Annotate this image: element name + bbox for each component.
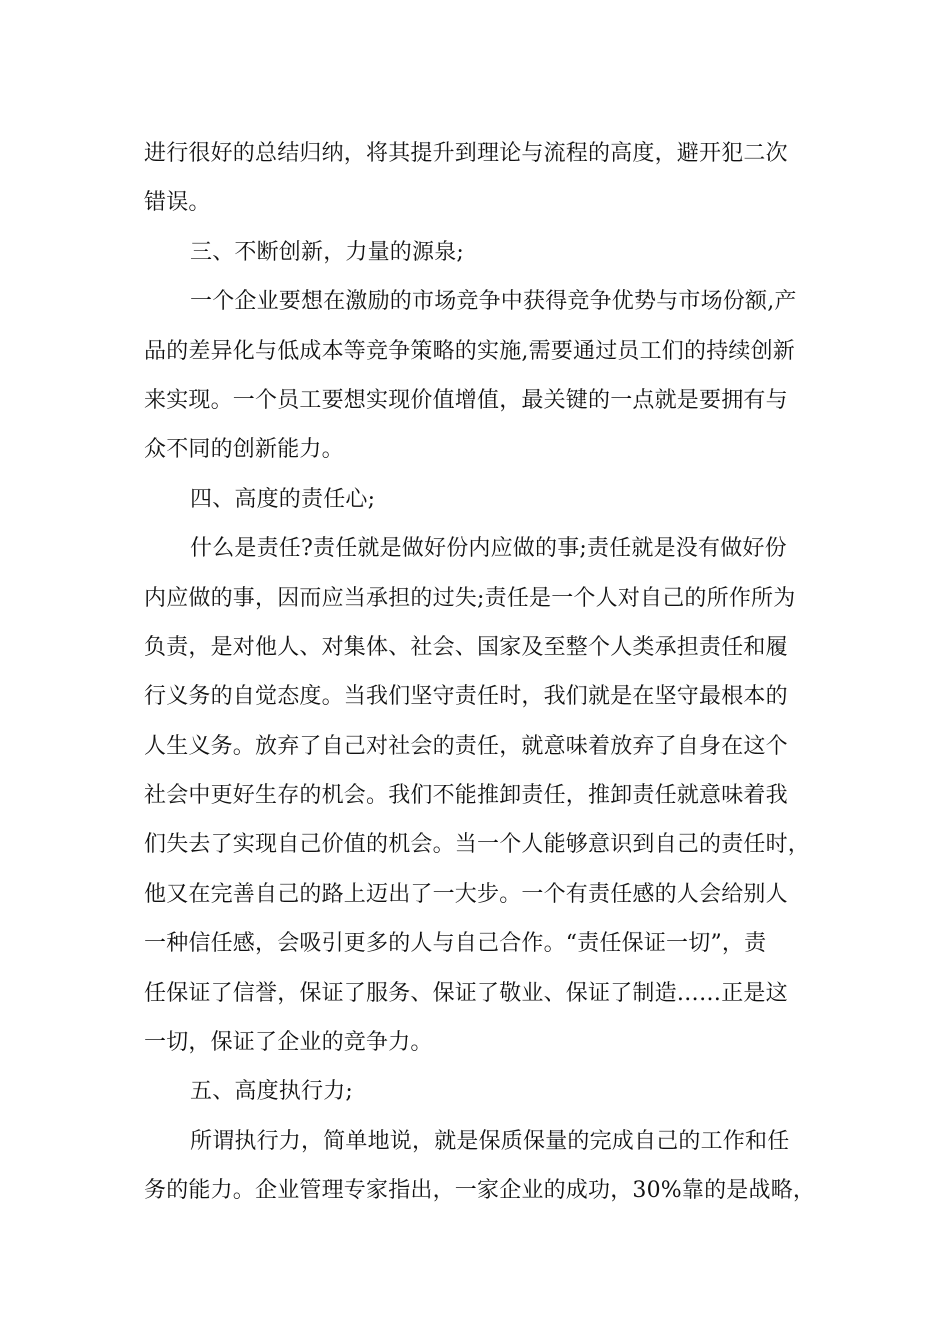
paragraph-line: 务的能力。企业管理专家指出，一家企业的成功，30%靠的是战略， — [144, 1178, 816, 1204]
section-heading: 四、高度的责任心; — [190, 486, 376, 512]
section-heading: 五、高度执行力; — [190, 1079, 354, 1105]
paragraph-line: 错误。 — [144, 190, 211, 216]
paragraph-line: 一个企业要想在激励的市场竞争中获得竞争优势与市场份额,产 — [190, 289, 797, 315]
paragraph-line: 一种信任感，会吸引更多的人与自己合作。“责任保证一切”，责 — [144, 931, 767, 957]
paragraph-line: 来实现。一个员工要想实现价值增值，最关键的一点就是要拥有与 — [144, 387, 788, 413]
paragraph-line: 负责，是对他人、对集体、社会、国家及至整个人类承担责任和履 — [144, 634, 788, 660]
paragraph-line: 人生义务。放弃了自己对社会的责任，就意味着放弃了自身在这个 — [144, 733, 788, 759]
paragraph-line: 任保证了信誉，保证了服务、保证了敬业、保证了制造……正是这 — [144, 980, 788, 1006]
document-body — [144, 129, 824, 1216]
paragraph-line: 品的差异化与低成本等竞争策略的实施,需要通过员工们的持续创新 — [144, 338, 795, 364]
paragraph-line: 他又在完善自己的路上迈出了一大步。一个有责任感的人会给别人 — [144, 881, 788, 907]
paragraph-line: 众不同的创新能力。 — [144, 437, 344, 463]
section-heading: 三、不断创新，力量的源泉; — [190, 239, 465, 265]
paragraph-line: 行义务的自觉态度。当我们坚守责任时，我们就是在坚守最根本的 — [144, 684, 788, 710]
paragraph-line: 内应做的事，因而应当承担的过失;责任是一个人对自己的所作所为 — [144, 585, 796, 611]
paragraph-line: 们失去了实现自己价值的机会。当一个人能够意识到自己的责任时， — [144, 832, 811, 858]
paragraph-line: 所谓执行力，简单地说，就是保质保量的完成自己的工作和任 — [190, 1128, 790, 1154]
paragraph-line: 一切，保证了企业的竞争力。 — [144, 1030, 433, 1056]
paragraph-line: 什么是责任?责任就是做好份内应做的事;责任就是没有做好份 — [190, 536, 787, 562]
paragraph-line: 社会中更好生存的机会。我们不能推卸责任，推卸责任就意味着我 — [144, 783, 788, 809]
paragraph-line: 进行很好的总结归纳，将其提升到理论与流程的高度，避开犯二次 — [144, 141, 788, 166]
